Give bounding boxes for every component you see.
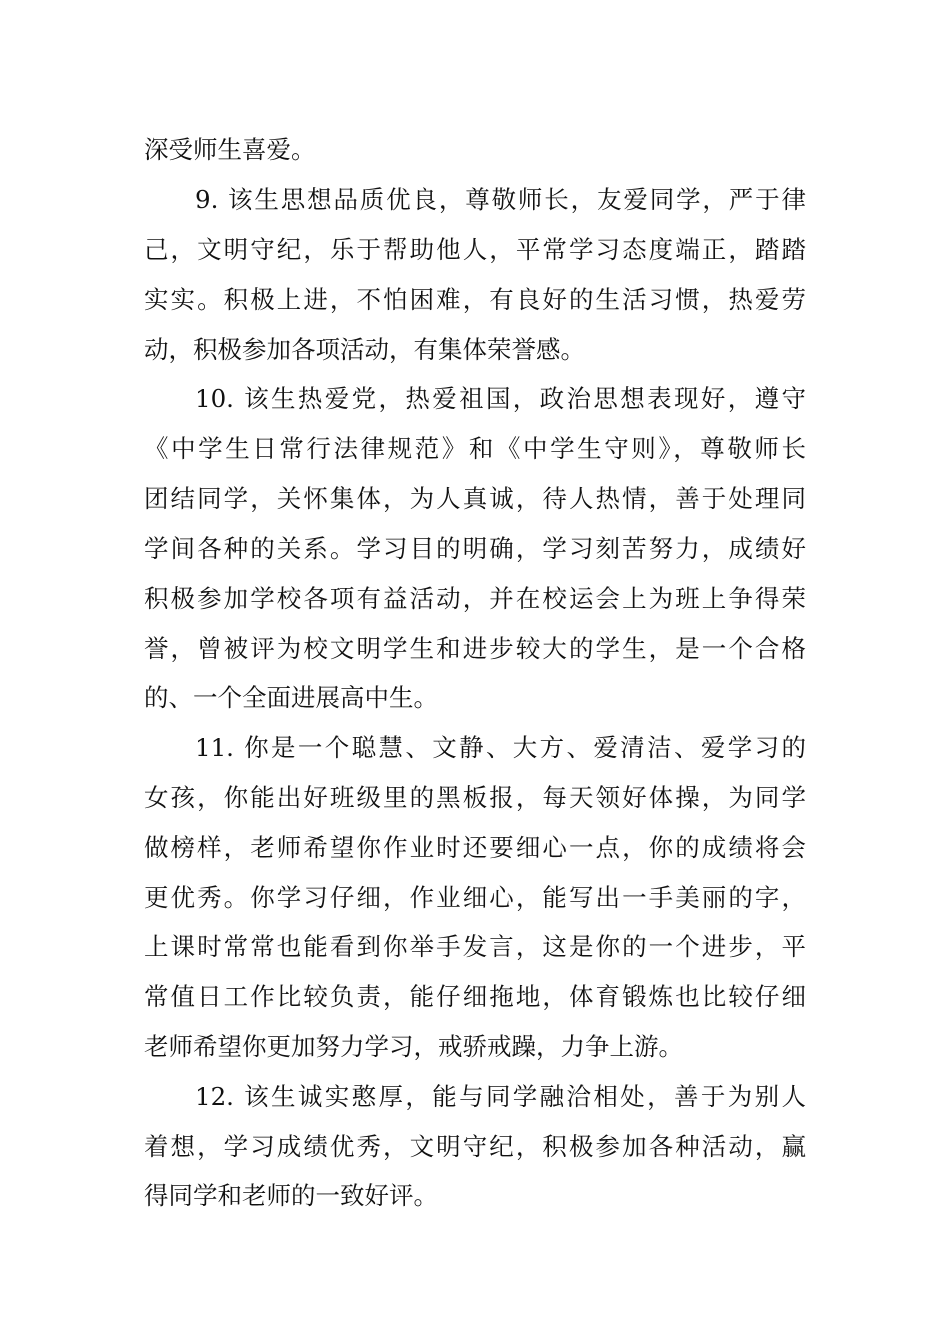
text-line: 10. 该生热爱党，热爱祖国，政治思想表现好，遵守 xyxy=(195,384,806,413)
text-line: 己，文明守纪，乐于帮助他人，平常学习态度端正，踏踏 xyxy=(144,235,806,264)
text-line: 常值日工作比较负责，能仔细拖地，体育锻炼也比较仔细 xyxy=(144,982,806,1011)
text-line: 女孩，你能出好班级里的黑板报，每天领好体操，为同学 xyxy=(144,783,806,812)
text-line: 的、一个全面进展高中生。 xyxy=(144,683,438,712)
text-line: 得同学和老师的一致好评。 xyxy=(144,1181,438,1210)
text-line: 做榜样，老师希望你作业时还要细心一点，你的成绩将会 xyxy=(144,833,806,862)
text-line: 《中学生日常行法律规范》和《中学生守则》，尊敬师长 xyxy=(144,434,806,463)
text-line: 誉，曾被评为校文明学生和进步较大的学生，是一个合格 xyxy=(144,634,806,663)
text-line: 实实。积极上进，不怕困难，有良好的生活习惯，热爱劳 xyxy=(144,285,806,314)
text-line: 着想，学习成绩优秀，文明守纪，积极参加各种活动，赢 xyxy=(144,1132,806,1161)
text-line: 团结同学，关怀集体，为人真诚，待人热情，善于处理同 xyxy=(144,484,806,513)
text-line: 9. 该生思想品质优良，尊敬师长，友爱同学，严于律 xyxy=(195,185,806,214)
text-line: 老师希望你更加努力学习，戒骄戒躁，力争上游。 xyxy=(144,1032,683,1061)
text-line: 积极参加学校各项有益活动，并在校运会上为班上争得荣 xyxy=(144,584,806,613)
text-line: 深受师生喜爱。 xyxy=(144,135,316,164)
text-line: 上课时常常也能看到你举手发言，这是你的一个进步，平 xyxy=(144,932,806,961)
text-line: 动，积极参加各项活动，有集体荣誉感。 xyxy=(144,335,585,364)
text-line: 11. 你是一个聪慧、文静、大方、爱清洁、爱学习的 xyxy=(195,733,806,762)
text-line: 12. 该生诚实憨厚，能与同学融洽相处，善于为别人 xyxy=(195,1082,806,1111)
text-line: 更优秀。你学习仔细，作业细心，能写出一手美丽的字， xyxy=(144,883,806,912)
text-line: 学间各种的关系。学习目的明确，学习刻苦努力，成绩好 xyxy=(144,534,806,563)
